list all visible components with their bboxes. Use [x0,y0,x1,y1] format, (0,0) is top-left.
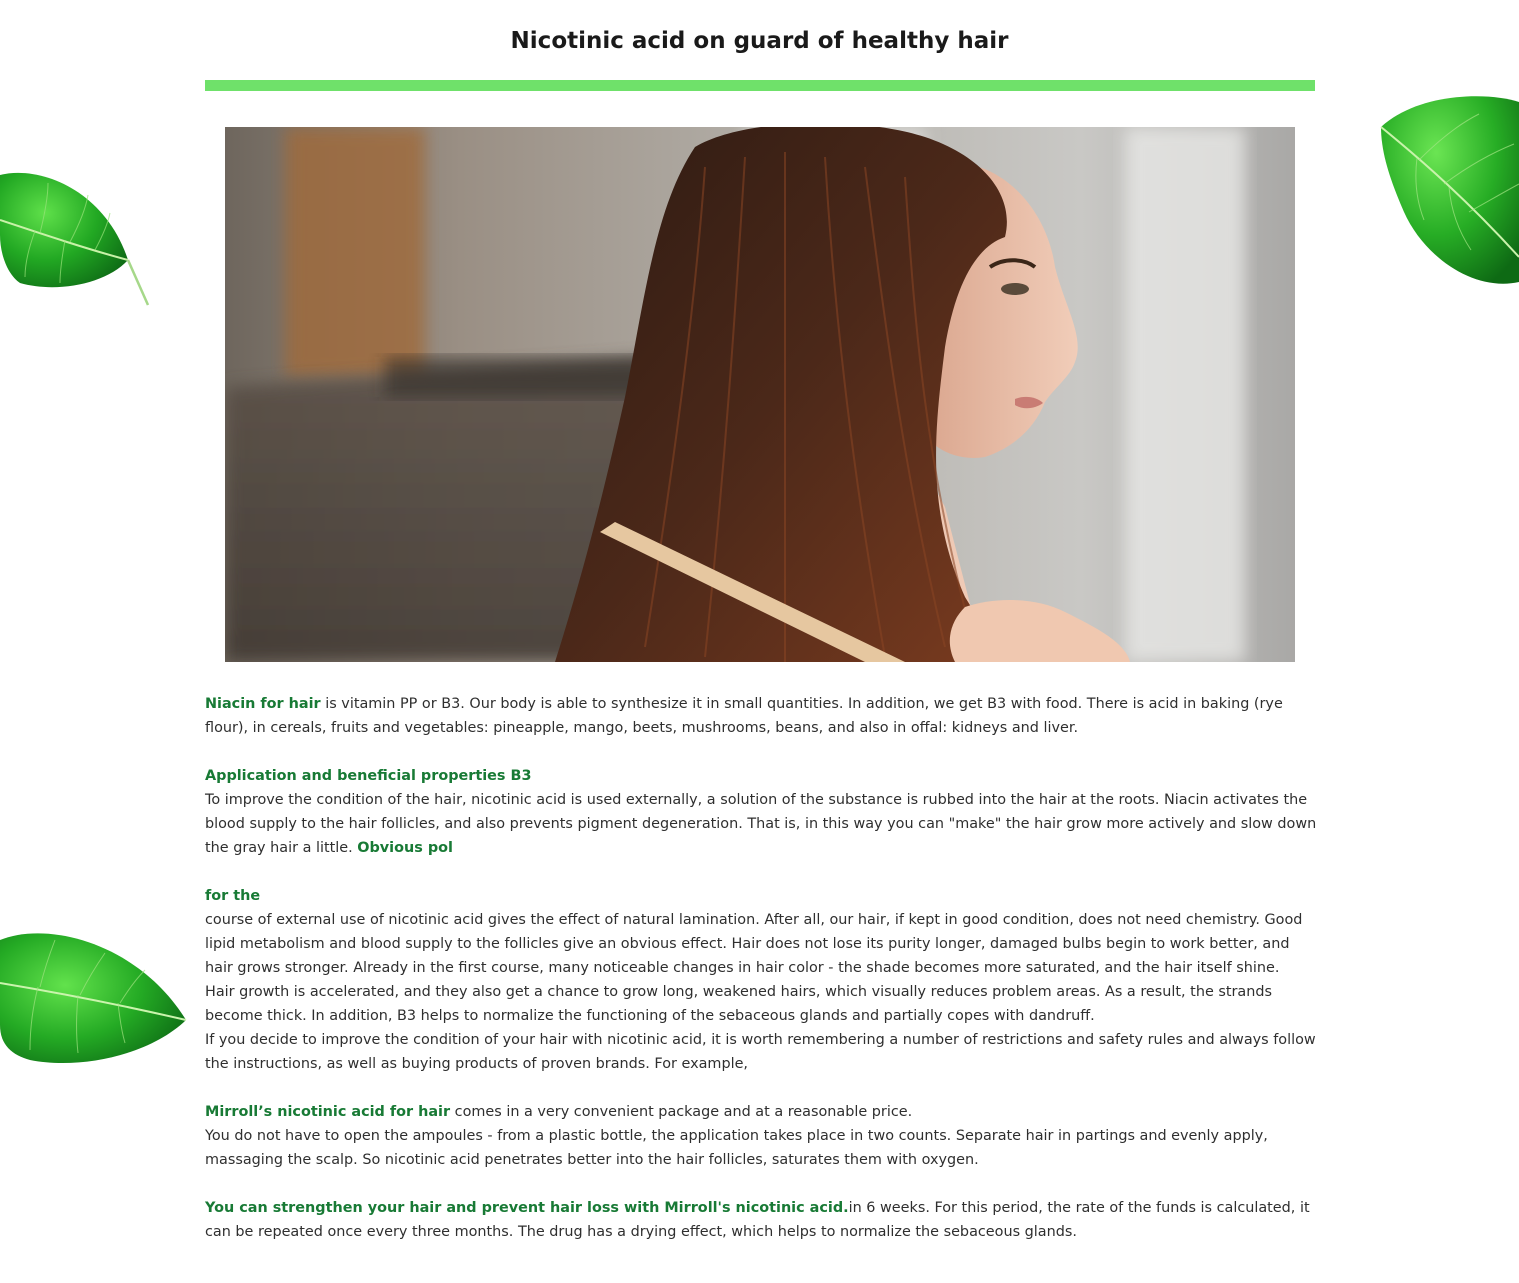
strengthen-paragraph [205,1196,1317,1244]
intro-text: is vitamin PP or B3. Our body is able to synthesize it in small quantities. In addition, we get B3 with food. There is acid in baking (rye flour), in cereals, fruits and vegetables: pineapple, mango, beets, mushrooms, beans, and also in offal: kidneys and liver. [205,696,1283,736]
page-title: Nicotinic acid on guard of healthy hair [510,28,1009,54]
section-application-paragraph [205,788,1317,860]
intro-lead: Niacin for hair [205,696,321,712]
section-course-paragraph-1: course of external use of nicotinic acid gives the effect of natural lamination. After all, our hair, if kept in good condition, does not need chemistry. Good lipid metabolism and blood supply to the follicles give an obvious effect. Hair does not lose its purity longer, damaged bulbs begin to work better, and hair grows stronger. Already in the first course, many noticeable changes in hair color - the shade becomes more saturated, and the hair itself shine. [205,912,1303,976]
leaf-icon-top-right [1379,92,1519,292]
section-heading-application: Application and beneficial properties B3 [205,768,532,784]
hero-image [225,127,1295,662]
leaf-icon-top-left [0,165,150,310]
leaf-icon-bottom-left [0,925,190,1070]
section-application-highlight: Obvious pol [357,840,453,856]
section-course-paragraph-3: If you decide to improve the condition of your hair with nicotinic acid, it is worth remembering a number of restrictions and safety rules and always follow the instructions, as well as buying products of proven brands. For example, [205,1032,1316,1072]
mirroll-lead: Mirroll’s nicotinic acid for hair [205,1104,451,1120]
strengthen-lead: You can strengthen your hair and prevent hair loss with Mirroll's nicotinic acid. [205,1200,849,1216]
mirroll-text: comes in a very convenient package and at a reasonable price. [450,1104,913,1120]
strengthen-text: in 6 weeks. For this period, the rate of the funds is calculated, it can be repeated once every three months. The drug has a drying effect, which helps to normalize the sebaceous glands. [205,1200,1310,1240]
mirroll-paragraph [205,1100,1317,1124]
article-body [205,692,1317,1244]
section-heading-for-the: for the [205,888,261,904]
intro-paragraph [205,692,1317,740]
mirroll-application-paragraph: You do not have to open the ampoules - from a plastic bottle, the application takes place in two counts. Separate hair in partings and evenly apply, massaging the scalp. So nicotinic acid penetrates better into the hair follicles, saturates them with oxygen. [205,1128,1268,1168]
accent-divider [205,80,1315,91]
hero-photo-illustration [225,127,1295,662]
section-course-paragraph-2: Hair growth is accelerated, and they also get a chance to grow long, weakened hairs, which visually reduces problem areas. As a result, the strands become thick. In addition, B3 helps to normalize the functioning of the sebaceous glands and partially copes with dandruff. [205,984,1272,1024]
section-application-text: To improve the condition of the hair, nicotinic acid is used externally, a solution of the substance is rubbed into the hair at the roots. Niacin activates the blood supply to the hair follicles, and also prevents pigment degeneration. That is, in this way you can "make" the hair grow more actively and slow down the gray hair a little. [205,792,1317,856]
